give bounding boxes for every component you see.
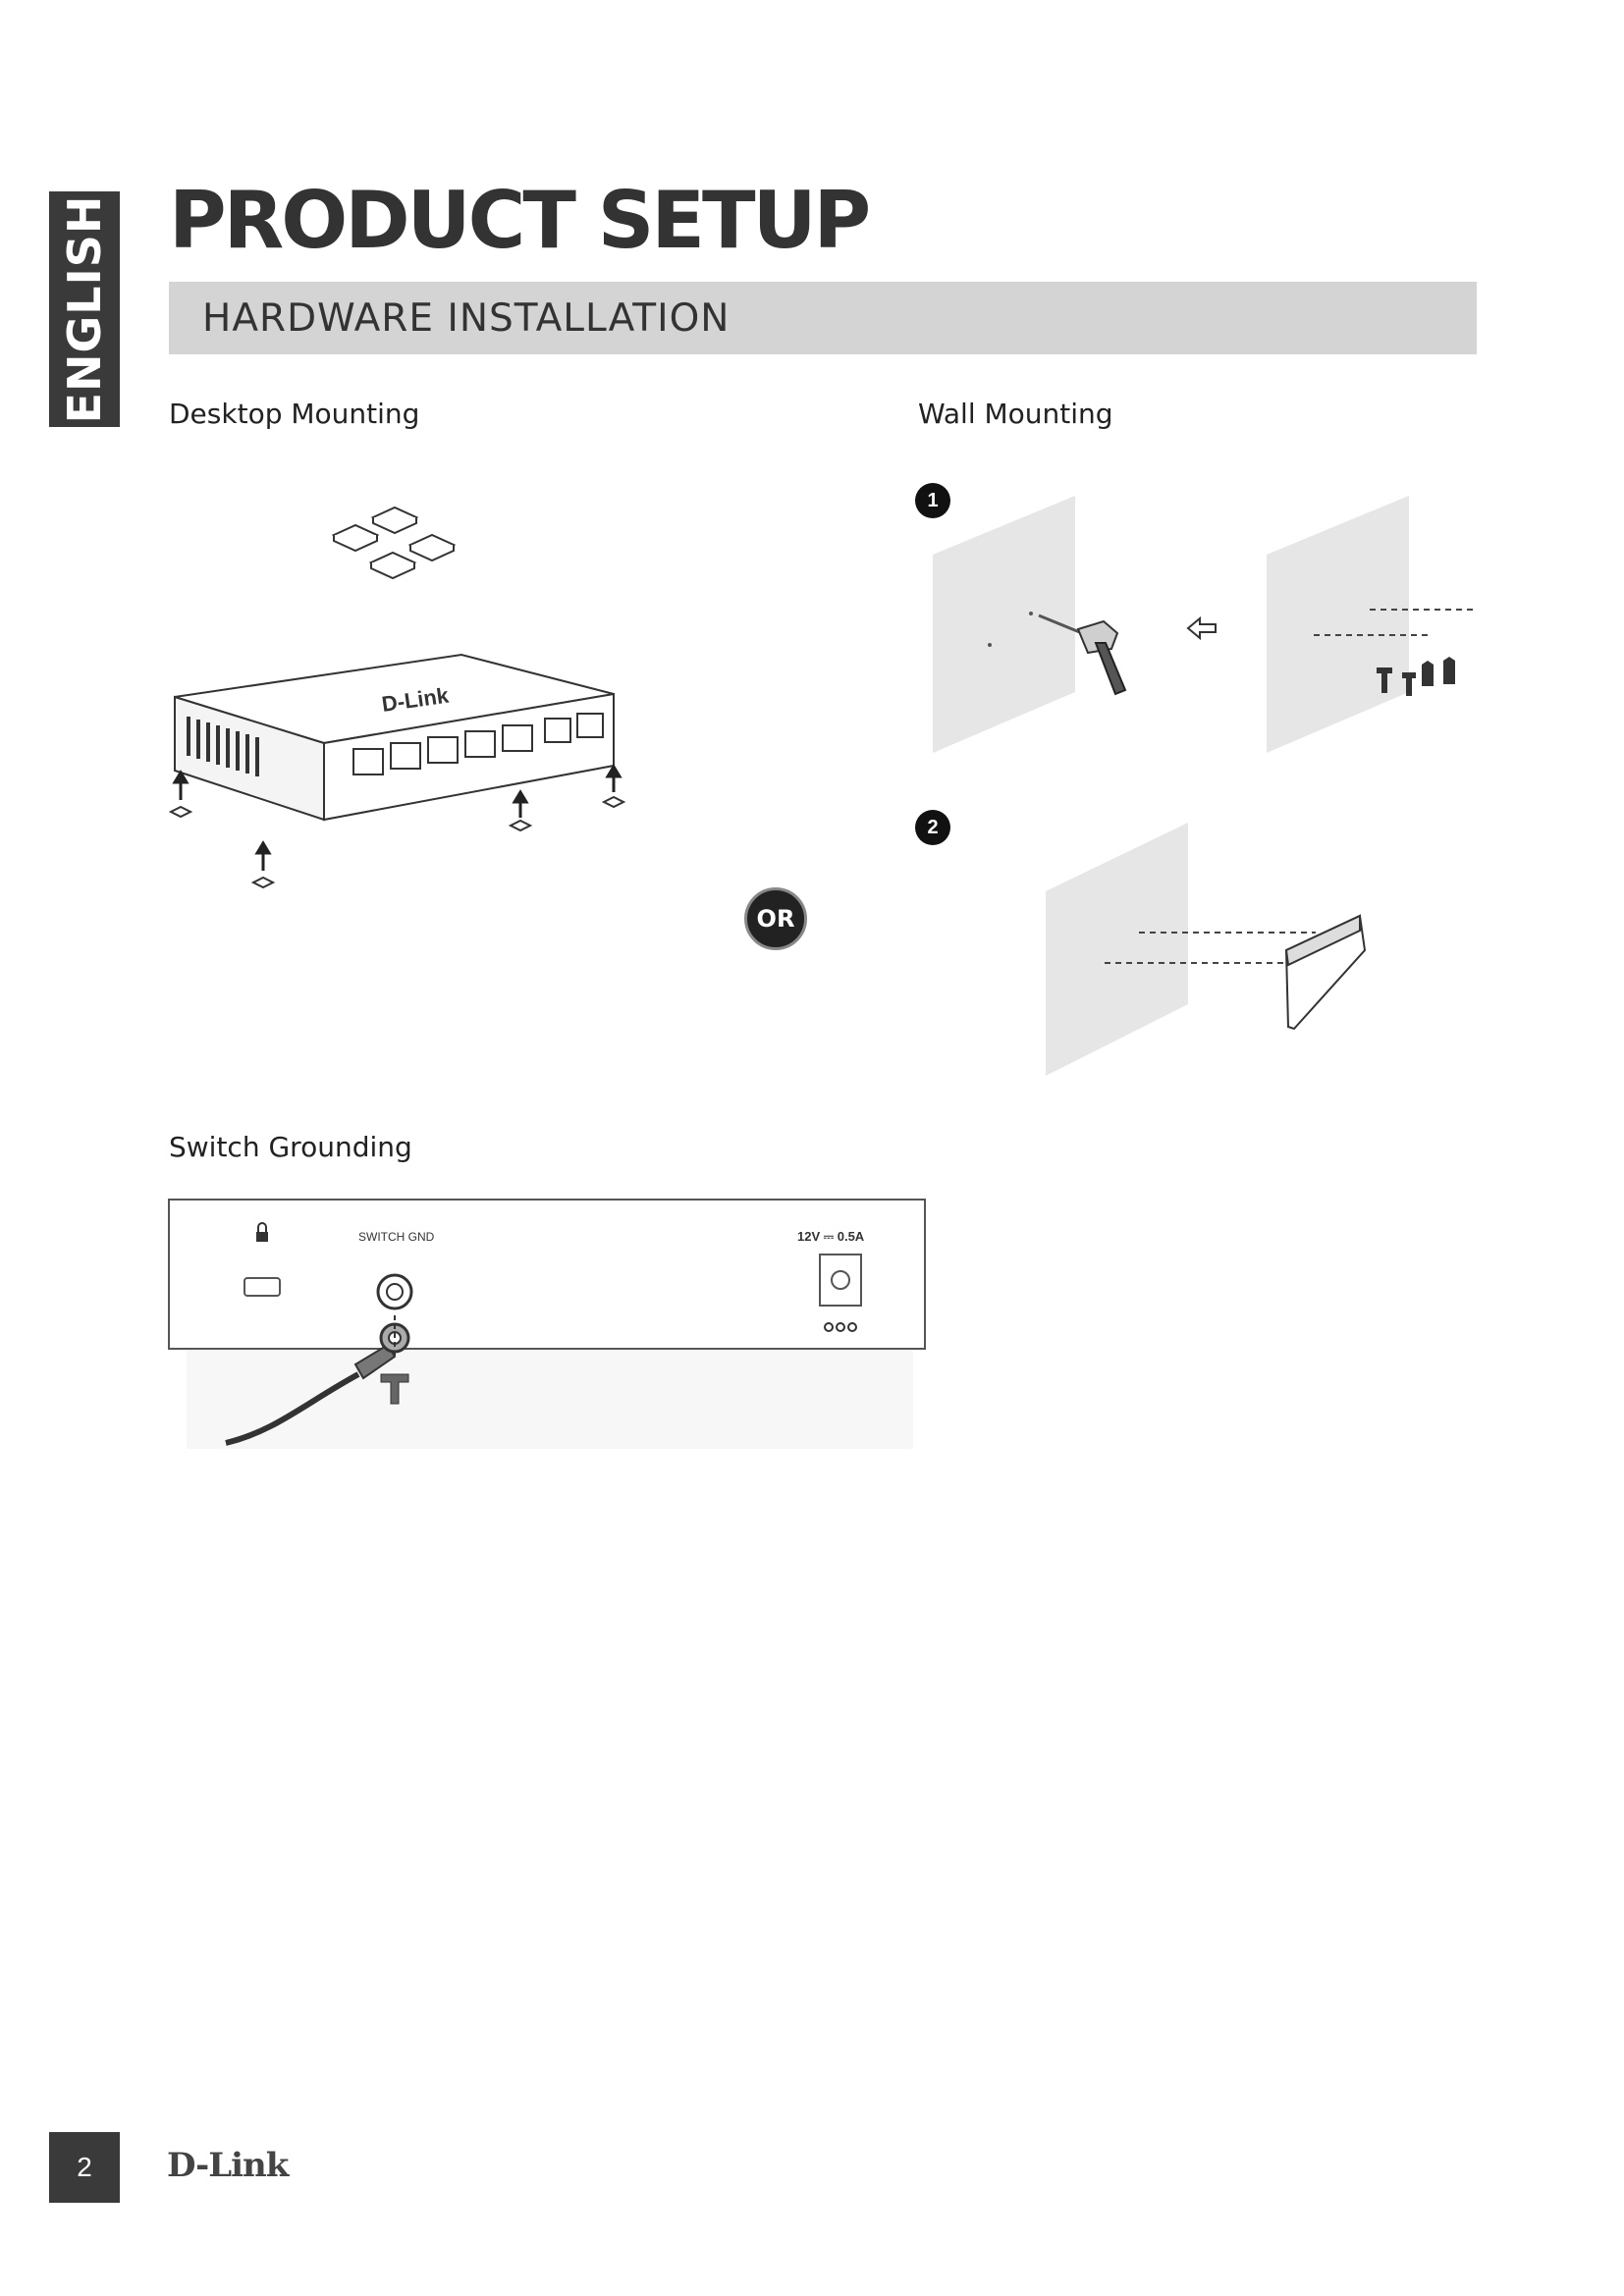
power-jack (820, 1255, 861, 1306)
power-rating-label: 12V ⎓ 0.5A (797, 1229, 865, 1244)
switch-grounding-illustration (167, 1198, 929, 1453)
or-badge: OR (744, 887, 807, 950)
foot-icons (171, 797, 623, 887)
language-tab (49, 191, 120, 427)
wall-mounting-step2-illustration (1031, 823, 1384, 1078)
page-number: 2 (49, 2132, 120, 2203)
switch-grounding-heading: Switch Grounding (169, 1131, 412, 1163)
section-title: HARDWARE INSTALLATION (202, 296, 731, 341)
switch-side-view (1286, 916, 1365, 1029)
switch-rear-panel (169, 1200, 925, 1349)
cable-area (187, 1351, 913, 1449)
language-label: ENGLISH (58, 194, 111, 424)
wall-mounting-heading: Wall Mounting (918, 398, 1113, 430)
wall-mounting-step1-illustration (923, 496, 1483, 761)
kensington-slot (244, 1278, 280, 1296)
footer-logo: D-Link (167, 2146, 289, 2185)
page-title: PRODUCT SETUP (169, 175, 869, 266)
step-1-badge: 1 (915, 483, 950, 518)
arrow-right-icon (1188, 618, 1216, 638)
wall-panel-right (1267, 496, 1409, 753)
desktop-mounting-illustration (157, 486, 668, 918)
rubber-feet-icon (334, 507, 454, 578)
device-logo: D-Link (380, 682, 451, 717)
desktop-mounting-heading: Desktop Mounting (169, 398, 420, 430)
switch-gnd-label: SWITCH GND (358, 1230, 435, 1244)
wall-panel-left (933, 496, 1075, 753)
step-2-badge: 2 (915, 810, 950, 845)
wall-panel (1046, 823, 1188, 1076)
switch-device (175, 655, 614, 820)
section-header (169, 282, 1477, 354)
